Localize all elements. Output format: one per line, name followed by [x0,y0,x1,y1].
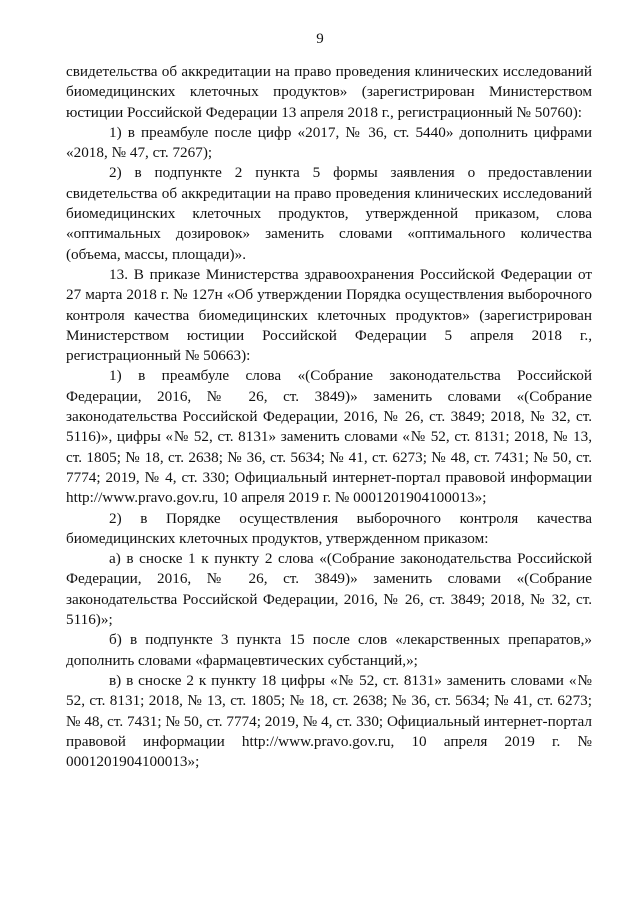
paragraph-4: 13. В приказе Министерства здравоохранения Российской Федерации от 27 марта 2018 г. № 127н «Об утверждении Порядка осуществления выборочного контроля качества биомедицинских клеточных продуктов» (зарегистрирован Министерством юстиции Российской Федерации 5 апреля 2018 г., регистрационный № 50663): [66,265,592,365]
paragraph-6: 2) в Порядке осуществления выборочного контроля качества биомедицинских клеточных продуктов, утвержденном приказом: [66,509,592,547]
paragraph-5: 1) в преамбуле слова «(Собрание законодательства Российской Федерации, 2016, № 26, ст. 3849)» заменить словами «(Собрание законодательства Российской Федерации, 2016, № 26, ст. 3849; 2018, № 32, ст. 5116)», цифры «№ 52, ст. 8131» заменить словами «№ 52, ст. 8131; 2018, № 13, ст. 1805; № 18, ст. 2638; № 36, ст. 5634; № 41, ст. 6273; № 48, ст. 7431; № 50, ст. 7774; 2019, № 4, ст. 330; Официальный интернет-портал правовой информации http://www.pravo.gov.ru, 10 апреля 2019 г. № 0001201904100013»; [66,367,592,507]
paragraph-1: свидетельства об аккредитации на право проведения клинических исследований биомедицинских клеточных продуктов» (зарегистрирован Министерством юстиции Российской Федерации 13 апреля 2018 г., регистрационный № 50760): [66,63,592,121]
paragraph-7: а) в сноске 1 к пункту 2 слова «(Собрание законодательства Российской Федерации, 2016, № 26, ст. 3849)» заменить словами «(Собрание законодательства Российской Федерации, 2016, № 26, ст. 3849; 2018, № 32, ст. 5116)»; [66,550,592,629]
paragraph-2: 1) в преамбуле после цифр «2017, № 36, ст. 5440» дополнить цифрами «2018, № 47, ст. 7267); [66,123,592,162]
paragraph-8: б) в подпункте 3 пункта 15 после слов «лекарственных препаратов,» дополнить словами «фармацевтических субстанций,»; [66,631,592,669]
paragraph-3: 2) в подпункте 2 пункта 5 формы заявления о предоставлении свидетельства об аккредитации на право проведения клинических исследований биомедицинских клеточных продуктов, утвержденной приказом, слова «оптимальных дозировок» заменить словами «оптимального количества (объема, массы, площади)». [66,164,592,263]
paragraph-9: в) в сноске 2 к пункту 18 цифры «№ 52, ст. 8131» заменить словами «№ 52, ст. 8131; 2018, № 13, ст. 1805; № 18, ст. 2638; № 36, ст. 5634; № 41, ст. 6273; № 48, ст. 7431; № 50, ст. 7774; 2019, № 4, ст. 330; Официальный интернет-портал правовой информации http://www.pravo.gov.ru, 10 апреля 2019 г. № 0001201904100013»; [66,671,592,771]
document-body [66,62,592,772]
page-number: 9 [316,31,324,47]
